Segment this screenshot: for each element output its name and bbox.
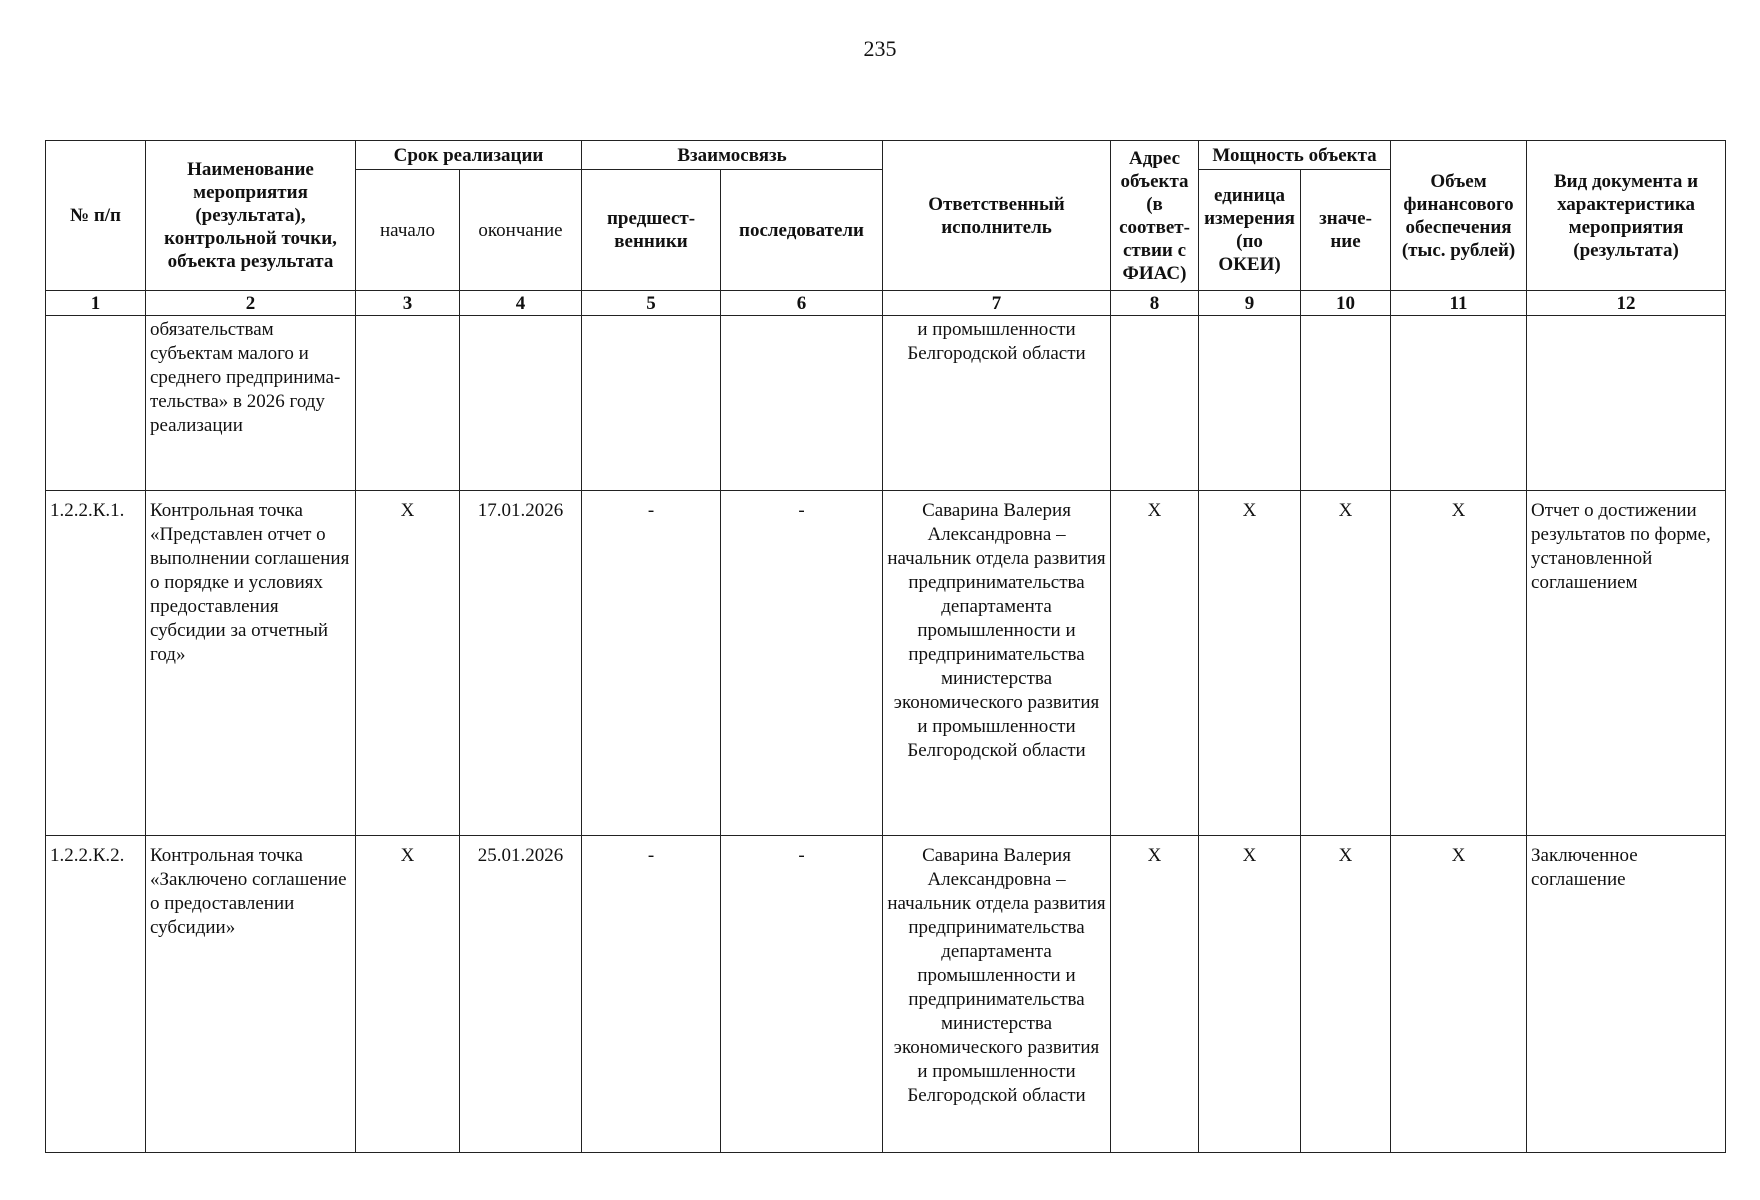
row-successors: -: [721, 836, 883, 1153]
row-name: обязательствам субъектам малого и среднего предпринима-тельства» в 2026 году реализации: [146, 316, 356, 491]
row-responsible: и промышленности Белгородской области: [883, 316, 1111, 491]
table-row: [46, 316, 1726, 491]
row-address: X: [1111, 836, 1199, 1153]
header-predecessors: предшест-венники: [582, 170, 721, 291]
row-address: X: [1111, 491, 1199, 836]
plan-table: [45, 140, 1726, 1153]
header-address: Адрес объекта (в соответ-ствии с ФИАС): [1111, 141, 1199, 291]
header-doc-type: Вид документа и характеристика мероприятия (результата): [1527, 141, 1726, 291]
row-id: 1.2.2.К.1.: [46, 491, 146, 836]
header-start: начало: [356, 170, 460, 291]
column-number: 2: [146, 291, 356, 316]
column-number: 5: [582, 291, 721, 316]
row-responsible: Саварина Валерия Александровна – начальник отдела развития предпринимательства департамента промышленности и предпринимательства министерства экономического развития и промышленности Белгородской области: [883, 836, 1111, 1153]
row-value: X: [1301, 836, 1391, 1153]
row-unit: X: [1199, 836, 1301, 1153]
row-value: [1301, 316, 1391, 491]
row-end: 17.01.2026: [460, 491, 582, 836]
column-number: 8: [1111, 291, 1199, 316]
row-finance: [1391, 316, 1527, 491]
header-end: окончание: [460, 170, 582, 291]
header-capacity-group: Мощность объекта: [1199, 141, 1391, 170]
row-start: X: [356, 836, 460, 1153]
header-finance: Объем финансового обеспечения (тыс. рублей): [1391, 141, 1527, 291]
row-name: Контрольная точка «Заключено соглашение о предоставлении субсидии»: [146, 836, 356, 1153]
table-row: [46, 836, 1726, 1153]
row-unit: [1199, 316, 1301, 491]
row-name: Контрольная точка «Представлен отчет о выполнении соглашения о порядке и условиях предоставления субсидии за отчетный год»: [146, 491, 356, 836]
column-number: 4: [460, 291, 582, 316]
header-num: № п/п: [46, 141, 146, 291]
row-finance: X: [1391, 491, 1527, 836]
row-doc-type: [1527, 316, 1726, 491]
header-name: Наименование мероприятия (результата), контрольной точки, объекта результата: [146, 141, 356, 291]
row-end: 25.01.2026: [460, 836, 582, 1153]
header-value: значе-ние: [1301, 170, 1391, 291]
column-number: 1: [46, 291, 146, 316]
header-unit: единица измерения (по ОКЕИ): [1199, 170, 1301, 291]
row-value: X: [1301, 491, 1391, 836]
row-successors: -: [721, 491, 883, 836]
row-finance: X: [1391, 836, 1527, 1153]
row-responsible: Саварина Валерия Александровна – начальник отдела развития предпринимательства департамента промышленности и предпринимательства министерства экономического развития и промышленности Белгородской области: [883, 491, 1111, 836]
page-number: 235: [863, 36, 897, 61]
row-predecessors: [582, 316, 721, 491]
header-responsible: Ответственный исполнитель: [883, 141, 1111, 291]
row-end: [460, 316, 582, 491]
column-number: 10: [1301, 291, 1391, 316]
row-start: [356, 316, 460, 491]
row-address: [1111, 316, 1199, 491]
row-start: X: [356, 491, 460, 836]
row-unit: X: [1199, 491, 1301, 836]
table-row: [46, 491, 1726, 836]
column-number: 7: [883, 291, 1111, 316]
column-number: 3: [356, 291, 460, 316]
column-number: 12: [1527, 291, 1726, 316]
row-doc-type: Заключенное соглашение: [1527, 836, 1726, 1153]
row-successors: [721, 316, 883, 491]
column-number: 11: [1391, 291, 1527, 316]
row-doc-type: Отчет о достижении результатов по форме, установленной соглашением: [1527, 491, 1726, 836]
column-number: 6: [721, 291, 883, 316]
header-term-group: Срок реализации: [356, 141, 582, 170]
row-predecessors: -: [582, 836, 721, 1153]
header-successors: последователи: [721, 170, 883, 291]
row-id: 1.2.2.К.2.: [46, 836, 146, 1153]
row-predecessors: -: [582, 491, 721, 836]
header-link-group: Взаимосвязь: [582, 141, 883, 170]
row-id: [46, 316, 146, 491]
column-number: 9: [1199, 291, 1301, 316]
